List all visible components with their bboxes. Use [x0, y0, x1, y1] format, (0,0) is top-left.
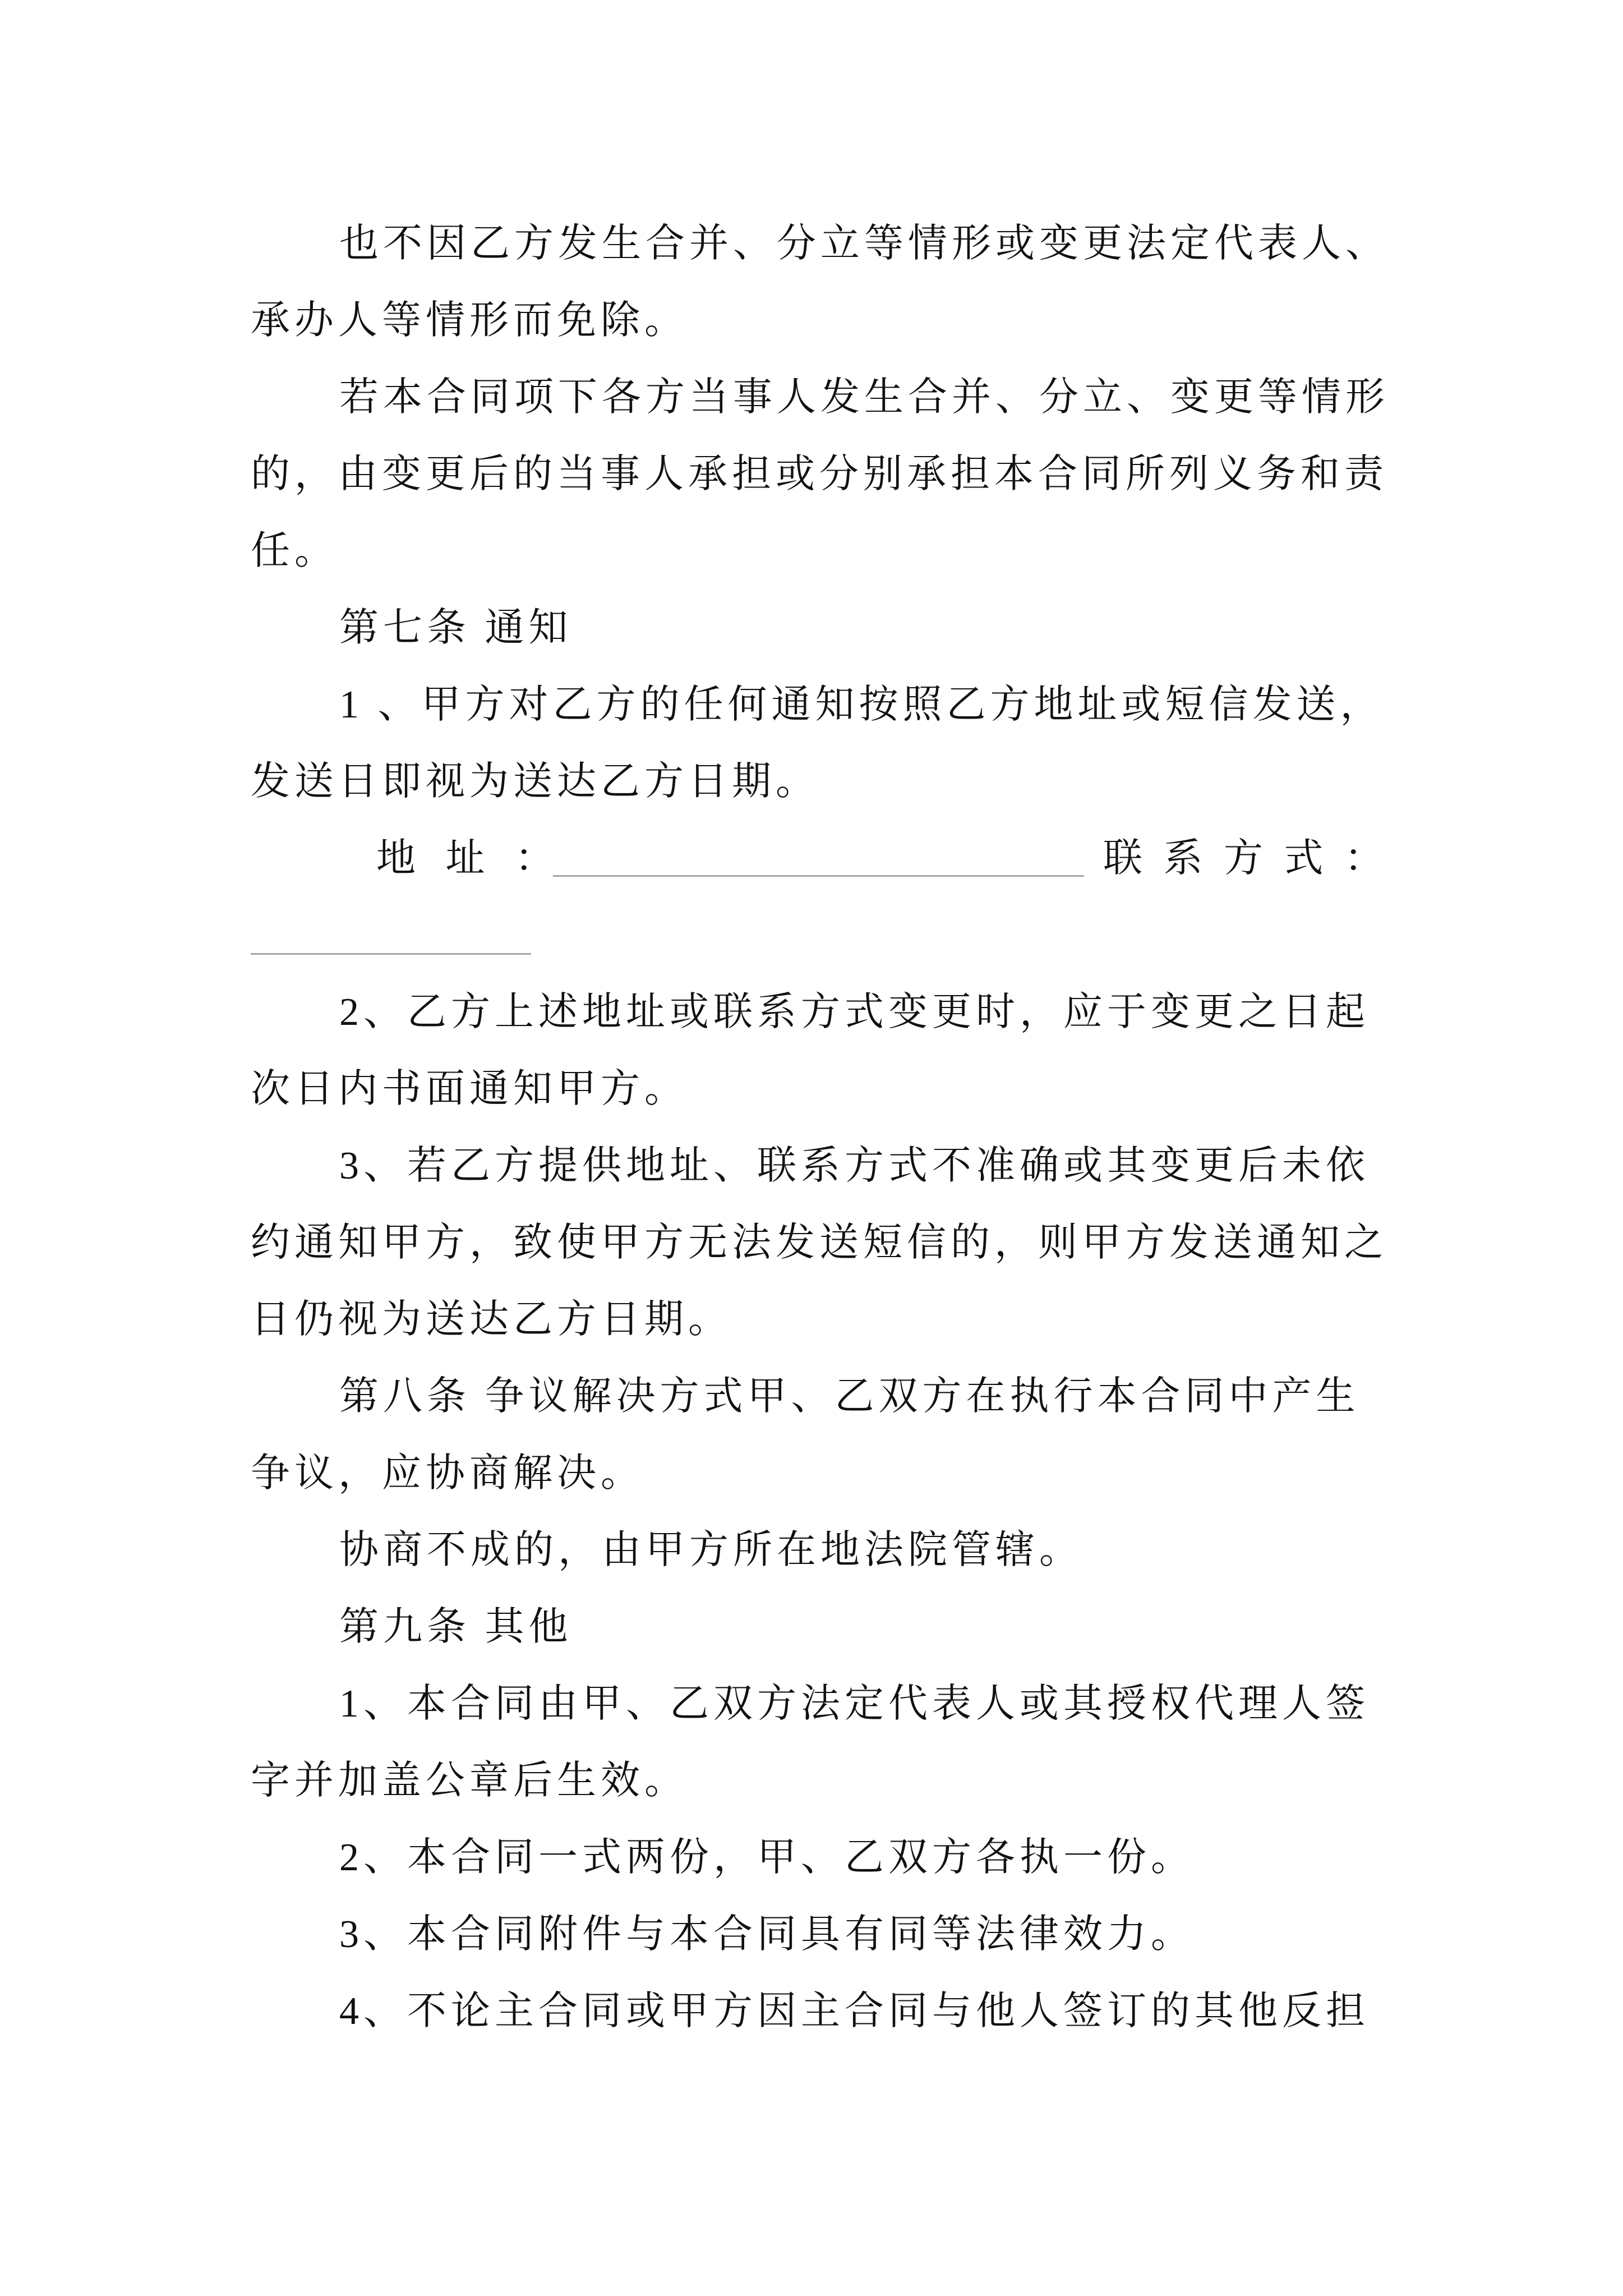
- text-line: 2、乙方上述地址或联系方式变更时，应于变更之日起: [339, 991, 1370, 1034]
- contact-method-blank-line: [251, 953, 531, 955]
- text-line: 发送日即视为送达乙方日期。: [251, 760, 819, 803]
- address-label: 地 址 ：: [376, 837, 564, 880]
- text-line: 1 、甲方对乙方的任何通知按照乙方地址或短信发送，: [339, 683, 1384, 726]
- text-line: 3、若乙方提供地址、联系方式不准确或其变更后未依: [339, 1144, 1370, 1188]
- text-line: 次日内书面通知甲方。: [251, 1068, 688, 1111]
- text-line: 任。: [251, 530, 338, 573]
- address-contact-line: [251, 820, 1428, 897]
- article-8-line: 第八条 争议解决方式甲、乙双方在执行本合同中产生: [339, 1375, 1360, 1418]
- article-7-heading: 第七条 通知: [339, 606, 573, 650]
- address-blank-line: [553, 875, 1084, 877]
- text-line: 争议，应协商解决。: [251, 1452, 644, 1495]
- jurisdiction-line: 协商不成的，由甲方所在地法院管辖。: [339, 1529, 1083, 1572]
- contact-method-label: 联 系 方 式 ：: [1103, 837, 1389, 880]
- text-line: 也不因乙方发生合并、分立等情形或变更法定代表人、: [339, 222, 1389, 265]
- text-line: 2、本合同一式两份，甲、乙双方各执一份。: [339, 1836, 1195, 1879]
- text-line: 字并加盖公章后生效。: [251, 1759, 688, 1802]
- text-line: 若本合同项下各方当事人发生合并、分立、变更等情形: [339, 376, 1389, 419]
- text-line: 日仍视为送达乙方日期。: [251, 1298, 732, 1341]
- text-line: 的，由变更后的当事人承担或分别承担本合同所列义务和责: [251, 453, 1388, 496]
- article-9-heading: 第九条 其他: [339, 1605, 573, 1649]
- text-line: 约通知甲方，致使甲方无法发送短信的，则甲方发送通知之: [251, 1221, 1388, 1264]
- text-line: 4、不论主合同或甲方因主合同与他人签订的其他反担: [339, 1990, 1370, 2033]
- contact-blank-row: [251, 897, 1428, 974]
- text-line: 1、本合同由甲、乙双方法定代表人或其授权代理人签: [339, 1682, 1370, 1726]
- text-line: 3、本合同附件与本合同具有同等法律效力。: [339, 1913, 1195, 1956]
- contract-body: [251, 205, 1428, 2050]
- text-line: 承办人等情形而免除。: [251, 299, 688, 342]
